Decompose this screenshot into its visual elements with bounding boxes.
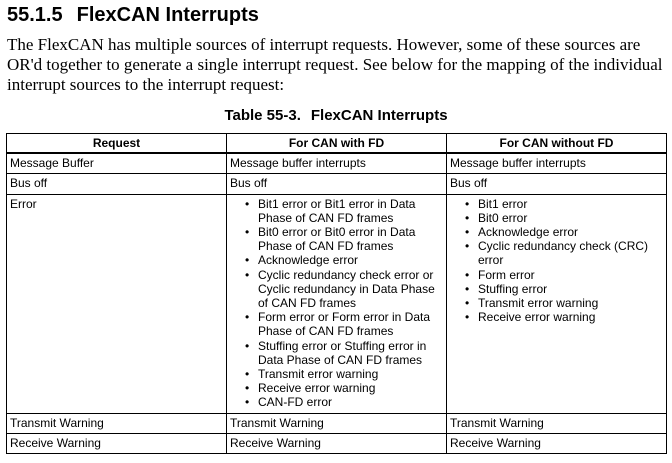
table-row bbox=[7, 174, 667, 194]
list-item: • Cyclic redundancy check error or Cyclic redundancy in Data Phase of CAN FD frames bbox=[258, 268, 443, 311]
section-heading bbox=[7, 3, 259, 27]
table-header-row bbox=[7, 134, 667, 154]
request-cell: Message Buffer bbox=[7, 153, 227, 174]
list-item: • Receive error warning bbox=[478, 310, 663, 324]
list-item: • Bit1 error bbox=[478, 197, 663, 211]
interrupts-table bbox=[6, 133, 667, 454]
table-caption bbox=[0, 107, 672, 125]
without-fd-cell: Bus off bbox=[447, 174, 667, 194]
table-caption-number: Table 55-3. bbox=[224, 107, 301, 124]
list-item: • Bit0 error or Bit0 error in Data Phase of CAN FD frames bbox=[258, 225, 443, 253]
without-fd-cell: Receive Warning bbox=[447, 433, 667, 453]
table-row bbox=[7, 153, 667, 174]
list-item: • Bit0 error bbox=[478, 211, 663, 225]
without-fd-cell: Transmit Warning bbox=[447, 413, 667, 433]
list-item: • Transmit error warning bbox=[258, 367, 443, 381]
with-fd-cell: Receive Warning bbox=[227, 433, 447, 453]
section-number: 55.1.5 bbox=[7, 4, 63, 26]
list-item: • Receive error warning bbox=[258, 381, 443, 395]
list-item: • Cyclic redundancy check (CRC) error bbox=[478, 239, 663, 267]
list-item: • Acknowledge error bbox=[258, 253, 443, 267]
without-fd-cell bbox=[447, 194, 667, 413]
intro-paragraph: The FlexCAN has multiple sources of interrupt requests. However, some of these sources are OR'd together to generate a single interrupt request. See below for the mapping of the individual interrupt sources to the interrupt request: bbox=[7, 35, 663, 94]
list-item: • Stuffing error bbox=[478, 282, 663, 296]
request-cell: Receive Warning bbox=[7, 433, 227, 453]
section-title: FlexCAN Interrupts bbox=[76, 4, 259, 26]
header-without-fd: For CAN without FD bbox=[447, 134, 667, 154]
table-row bbox=[7, 194, 667, 413]
table-row bbox=[7, 413, 667, 433]
request-cell: Error bbox=[7, 194, 227, 413]
with-fd-cell: Message buffer interrupts bbox=[227, 153, 447, 174]
list-item: • CAN-FD error bbox=[258, 395, 443, 409]
with-fd-cell: Bus off bbox=[227, 174, 447, 194]
table-caption-title: FlexCAN Interrupts bbox=[310, 107, 448, 124]
list-item: • Transmit error warning bbox=[478, 296, 663, 310]
request-cell: Bus off bbox=[7, 174, 227, 194]
list-item: • Acknowledge error bbox=[478, 225, 663, 239]
list-item: • Form error bbox=[478, 268, 663, 282]
with-fd-error-list bbox=[230, 197, 443, 410]
request-cell: Transmit Warning bbox=[7, 413, 227, 433]
with-fd-cell: Transmit Warning bbox=[227, 413, 447, 433]
table-row bbox=[7, 433, 667, 453]
header-with-fd: For CAN with FD bbox=[227, 134, 447, 154]
with-fd-cell bbox=[227, 194, 447, 413]
list-item: • Form error or Form error in Data Phase of CAN FD frames bbox=[258, 310, 443, 338]
list-item: • Bit1 error or Bit1 error in Data Phase of CAN FD frames bbox=[258, 197, 443, 225]
without-fd-cell: Message buffer interrupts bbox=[447, 153, 667, 174]
without-fd-error-list bbox=[450, 197, 663, 325]
header-request: Request bbox=[7, 134, 227, 154]
list-item: • Stuffing error or Stuffing error in Data Phase of CAN FD frames bbox=[258, 339, 443, 367]
